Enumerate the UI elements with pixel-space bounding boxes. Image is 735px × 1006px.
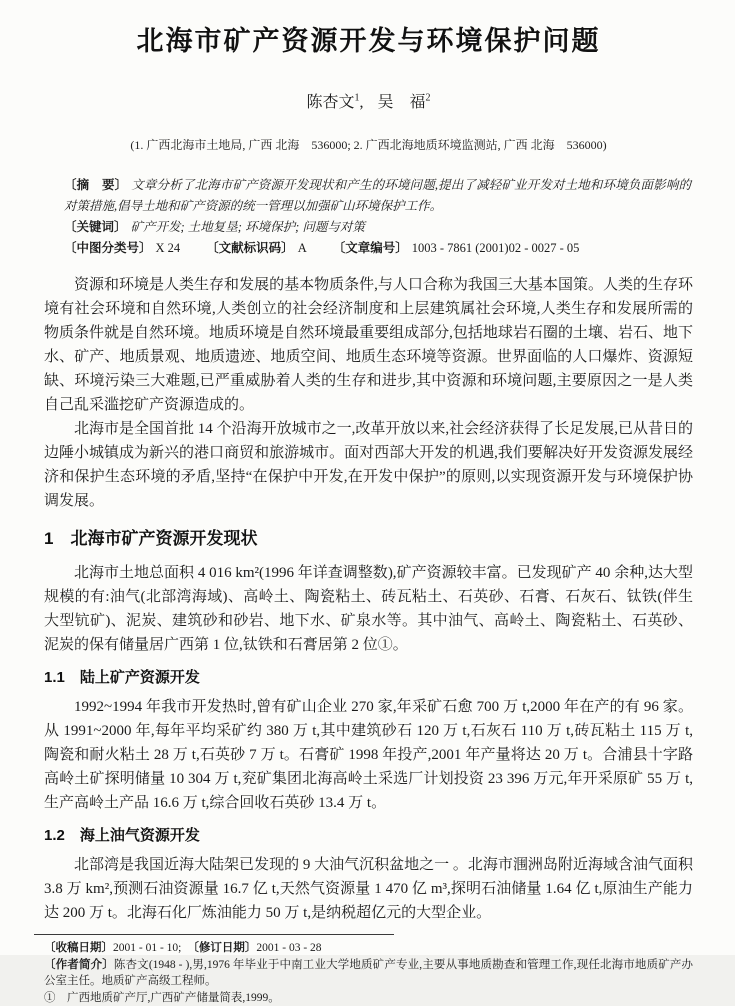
received-date-label: 〔收稿日期〕 <box>44 942 113 954</box>
article-no-value: 1003 - 7861 (2001)02 - 0027 - 05 <box>411 241 580 255</box>
abstract <box>64 175 691 217</box>
classification-line <box>64 238 691 259</box>
author-1-name: 陈杏文 <box>306 94 355 111</box>
keywords <box>64 217 691 238</box>
meta-block <box>64 175 691 259</box>
paper-title: 北海市矿产资源开发与环境保护问题 <box>136 26 601 56</box>
author-2-name: 吴 福 <box>377 94 426 111</box>
author-separator: , <box>359 94 364 111</box>
revised-date-value: 2001 - 03 - 28 <box>256 942 322 954</box>
section-1-1-heading: 1.1 陆上矿产资源开发 <box>44 669 200 686</box>
intro-paragraph-2: 北海市是全国首批 14 个沿海开放城市之一,改革开放以来,社会经济获得了长足发展,已从昔日的边陲小城镇成为新兴的港口商贸和旅游城市。面对西部大开发的机遇,我们要解决好开发资源发展经济和保护生态环境的矛盾,坚持“在保护中开发,在开发中保护”的原则,以实现资源开发与环境保护协调发展。 <box>44 421 693 509</box>
revised-date-label: 〔修订日期〕 <box>187 942 257 954</box>
footnote-reference: ① 广西地质矿产厅,广西矿产储量简表,1999。 <box>44 992 280 1004</box>
clc-value: X 24 <box>155 241 181 255</box>
section-1-2-paragraph: 北部湾是我国近海大陆架已发现的 9 大油气沉积盆地之一 。北海市涠洲岛附近海域含油气面积 3.8 万 km²,预测石油资源量 16.7 亿 t,天然气资源量 1 470 亿 m³,探明石油储量 1.64 亿 t,原油生产能力达 200 万 t。北海石化厂炼油能力 50 万 t,是纳税超亿元的大型企业。 <box>44 857 693 921</box>
section-1-paragraph: 北海市土地总面积 4 016 km²(1996 年详查调整数),矿产资源较丰富。已发现矿产 40 余种,达大型规模的有:油气(北部湾海域)、高岭土、陶瓷粘土、砖瓦粘土、石英砂、石膏、石灰石、钛铁(伴生大型钪矿)、泥炭、建筑砂和砂岩、地下水、矿泉水等。其中油气、高岭土、陶瓷粘土、石英砂、泥炭的保有储量居广西第 1 位,钛铁和石膏居第 2 位①。 <box>44 565 693 653</box>
affiliation-line: (1. 广西北海市土地局, 广西 北海 536000; 2. 广西北海地质环境监测站, 广西 北海 536000) <box>130 138 607 152</box>
footnote-author-bio <box>44 957 693 989</box>
clc-label: 〔中图分类号〕 <box>64 241 152 255</box>
author-bio-label: 〔作者简介〕 <box>44 959 114 971</box>
section-1-2-heading: 1.2 海上油气资源开发 <box>44 827 200 844</box>
authors-line <box>44 94 693 112</box>
author-1-affiliation-mark: 1 <box>354 92 360 104</box>
doc-code-label: 〔文献标识码〕 <box>206 241 294 255</box>
received-date-value: 2001 - 01 - 10; <box>113 942 182 954</box>
intro-paragraph-1: 资源和环境是人类生存和发展的基本物质条件,与人口合称为我国三大基本国策。人类的生存环境有社会环境和自然环境,人类创立的社会经济制度和上层建筑属社会环境,人类生存和发展所需的物质条件就是自然环境。地质环境是自然环境最重要组成部分,包括地球岩石圈的土壤、岩石、地下水、矿产、地质景观、地质遗迹、地质空间、地质生态环境等资源。世界面临的人口爆炸、资源短缺、环境污染三大难题,已严重威胁着人类的生存和进步,其中资源和环境问题,主要原因之一是人类自己乱采滥挖矿产资源造成的。 <box>44 277 693 413</box>
abstract-text: 文章分析了北海市矿产资源开发现状和产生的环境问题,提出了减轻矿业开发对土地和环境负面影响的对策措施,倡导土地和矿产资源的统一管理以加强矿山环境保护工作。 <box>64 178 691 213</box>
doc-code-value: A <box>297 241 307 255</box>
section-1-heading: 1 北海市矿产资源开发现状 <box>44 529 258 548</box>
keywords-label: 〔关键词〕 <box>64 220 127 234</box>
footnotes-block <box>44 940 693 1006</box>
article-no-label: 〔文章编号〕 <box>332 241 408 255</box>
abstract-label: 〔摘 要〕 <box>64 178 128 192</box>
footnote-dates <box>44 940 693 956</box>
keywords-text: 矿产开发; 土地复垦; 环境保护; 问题与对策 <box>130 220 365 234</box>
author-2-affiliation-mark: 2 <box>425 92 431 104</box>
section-1-1-paragraph: 1992~1994 年我市开发热时,曾有矿山企业 270 家,年采矿石愈 700 万 t,2000 年在产的有 96 家。从 1991~2000 年,每年平均采矿约 380 万 t,其中建筑砂石 120 万 t,石灰石 110 万 t,砖瓦粘土 115 万 t,陶瓷和耐火粘土 28 万 t,石英砂 7 万 t。石膏矿 1998 年投产,2001 年产量将达 20 万 t。合浦县十字路高岭土矿探明储量 10 304 万 t,兖矿集团北海高岭土采选厂计划投资 23 396 万元,年开采原矿 55 万 t,生产高岭土产品 16.6 万 t,综合回收石英砂 13.4 万 t。 <box>44 699 693 811</box>
author-bio-text: 陈杏文(1948 - ),男,1976 年毕业于中南工业大学地质矿产专业,主要从事地质勘查和管理工作,现任北海市地质矿产办公室主任。地质矿产高级工程师。 <box>44 959 694 987</box>
footnote-divider <box>34 934 394 935</box>
